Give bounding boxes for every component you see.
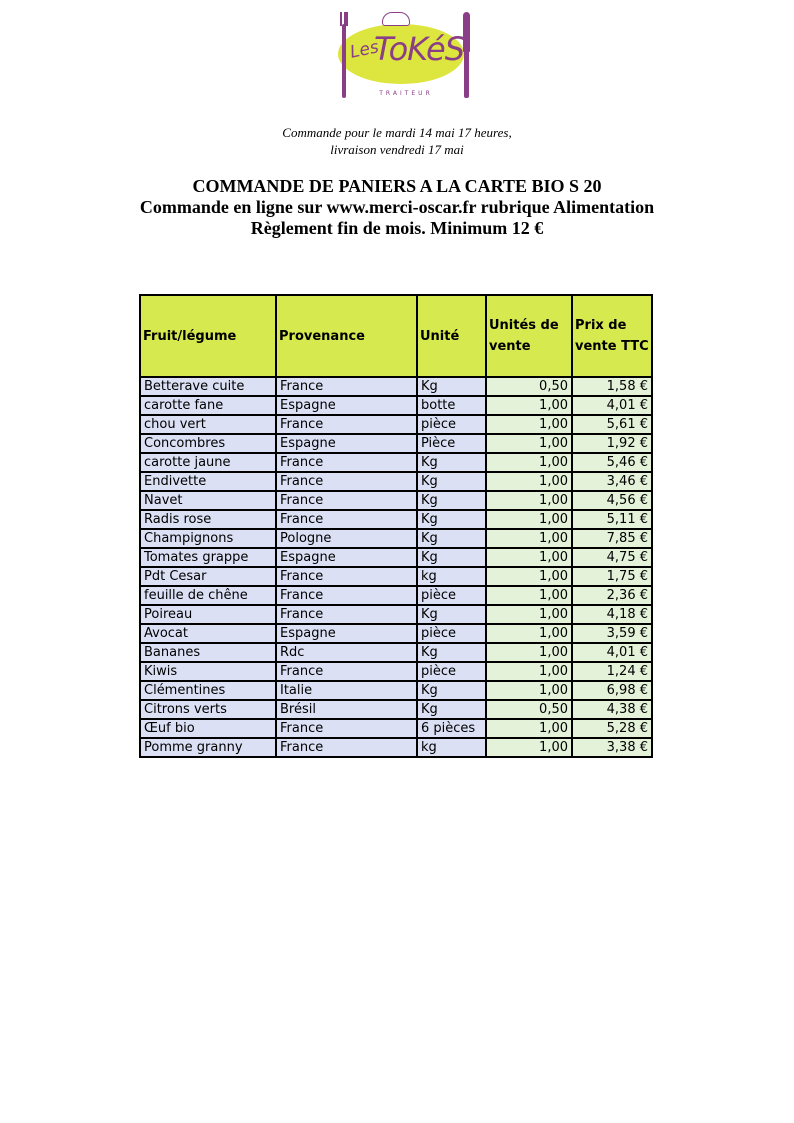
cell-unit: Kg bbox=[417, 700, 486, 719]
cell-price: 3,59 € bbox=[572, 624, 652, 643]
cell-sale-units: 1,00 bbox=[486, 434, 572, 453]
cell-price: 4,01 € bbox=[572, 643, 652, 662]
cell-price: 5,28 € bbox=[572, 719, 652, 738]
column-header-sale-units: Unités de vente bbox=[486, 295, 572, 377]
chef-hat-icon bbox=[382, 10, 410, 28]
cell-unit: Kg bbox=[417, 491, 486, 510]
cell-product: Avocat bbox=[140, 624, 276, 643]
order-table bbox=[139, 294, 653, 758]
cell-origin: France bbox=[276, 738, 417, 757]
cell-product: Citrons verts bbox=[140, 700, 276, 719]
cell-price: 1,24 € bbox=[572, 662, 652, 681]
cell-unit: 6 pièces bbox=[417, 719, 486, 738]
cell-sale-units: 1,00 bbox=[486, 662, 572, 681]
table-row bbox=[140, 453, 652, 472]
cell-sale-units: 1,00 bbox=[486, 491, 572, 510]
order-date-line: Commande pour le mardi 14 mai 17 heures, bbox=[282, 125, 512, 140]
online-order-line: Commande en ligne sur www.merci-oscar.fr rubrique Alimentation bbox=[139, 197, 655, 217]
table-row bbox=[140, 548, 652, 567]
cell-sale-units: 1,00 bbox=[486, 643, 572, 662]
table-row bbox=[140, 434, 652, 453]
table-row bbox=[140, 719, 652, 738]
cell-unit: Kg bbox=[417, 472, 486, 491]
column-header-unit: Unité bbox=[417, 295, 486, 377]
cell-origin: Rdc bbox=[276, 643, 417, 662]
cell-product: Pdt Cesar bbox=[140, 567, 276, 586]
table-row bbox=[140, 396, 652, 415]
cell-origin: France bbox=[276, 719, 417, 738]
cell-product: Champignons bbox=[140, 529, 276, 548]
cell-origin: France bbox=[276, 567, 417, 586]
table-row bbox=[140, 738, 652, 757]
cell-origin: Espagne bbox=[276, 396, 417, 415]
cell-origin: France bbox=[276, 662, 417, 681]
table-body bbox=[140, 377, 652, 757]
cell-product: Betterave cuite bbox=[140, 377, 276, 396]
cell-unit: Kg bbox=[417, 643, 486, 662]
cell-sale-units: 0,50 bbox=[486, 377, 572, 396]
column-header-price: Prix de vente TTC bbox=[572, 295, 652, 377]
cell-sale-units: 1,00 bbox=[486, 567, 572, 586]
cell-sale-units: 1,00 bbox=[486, 624, 572, 643]
cell-price: 1,58 € bbox=[572, 377, 652, 396]
table-header-row bbox=[140, 295, 652, 377]
fork-icon bbox=[340, 12, 348, 98]
table-row bbox=[140, 415, 652, 434]
cell-price: 5,11 € bbox=[572, 510, 652, 529]
cell-sale-units: 1,00 bbox=[486, 529, 572, 548]
cell-sale-units: 1,00 bbox=[486, 453, 572, 472]
cell-origin: France bbox=[276, 605, 417, 624]
cell-price: 4,18 € bbox=[572, 605, 652, 624]
cell-origin: France bbox=[276, 472, 417, 491]
cell-price: 5,46 € bbox=[572, 453, 652, 472]
cell-price: 5,61 € bbox=[572, 415, 652, 434]
table-row bbox=[140, 643, 652, 662]
cell-product: Radis rose bbox=[140, 510, 276, 529]
table-row bbox=[140, 605, 652, 624]
cell-unit: Kg bbox=[417, 510, 486, 529]
cell-unit: botte bbox=[417, 396, 486, 415]
table-row bbox=[140, 491, 652, 510]
table-row bbox=[140, 662, 652, 681]
cell-origin: France bbox=[276, 510, 417, 529]
page-title: COMMANDE DE PANIERS A LA CARTE BIO S 20 bbox=[192, 176, 602, 196]
les-tokes-logo bbox=[330, 4, 465, 106]
cell-sale-units: 1,00 bbox=[486, 548, 572, 567]
cell-price: 2,36 € bbox=[572, 586, 652, 605]
cell-unit: Pièce bbox=[417, 434, 486, 453]
cell-sale-units: 1,00 bbox=[486, 738, 572, 757]
logo-name-text: ToKéS bbox=[374, 30, 465, 68]
cell-price: 1,92 € bbox=[572, 434, 652, 453]
cell-unit: Kg bbox=[417, 548, 486, 567]
cell-product: Kiwis bbox=[140, 662, 276, 681]
cell-product: Concombres bbox=[140, 434, 276, 453]
cell-price: 4,38 € bbox=[572, 700, 652, 719]
cell-price: 1,75 € bbox=[572, 567, 652, 586]
cell-product: Bananes bbox=[140, 643, 276, 662]
cell-product: Tomates grappe bbox=[140, 548, 276, 567]
table-row bbox=[140, 472, 652, 491]
cell-origin: France bbox=[276, 586, 417, 605]
cell-product: Endivette bbox=[140, 472, 276, 491]
delivery-date-line: livraison vendredi 17 mai bbox=[330, 142, 464, 157]
cell-sale-units: 1,00 bbox=[486, 415, 572, 434]
cell-sale-units: 1,00 bbox=[486, 396, 572, 415]
cell-product: Pomme granny bbox=[140, 738, 276, 757]
cell-sale-units: 1,00 bbox=[486, 586, 572, 605]
cell-origin: France bbox=[276, 491, 417, 510]
cell-unit: Kg bbox=[417, 529, 486, 548]
cell-unit: pièce bbox=[417, 415, 486, 434]
cell-product: Œuf bio bbox=[140, 719, 276, 738]
cell-price: 4,75 € bbox=[572, 548, 652, 567]
cell-product: feuille de chêne bbox=[140, 586, 276, 605]
table-row bbox=[140, 529, 652, 548]
cell-unit: Kg bbox=[417, 605, 486, 624]
cell-sale-units: 1,00 bbox=[486, 719, 572, 738]
cell-origin: Espagne bbox=[276, 548, 417, 567]
cell-product: chou vert bbox=[140, 415, 276, 434]
cell-unit: pièce bbox=[417, 624, 486, 643]
logo-les-text: Les bbox=[348, 37, 381, 63]
cell-price: 6,98 € bbox=[572, 681, 652, 700]
column-header-origin: Provenance bbox=[276, 295, 417, 377]
table-row bbox=[140, 567, 652, 586]
cell-sale-units: 0,50 bbox=[486, 700, 572, 719]
cell-product: carotte jaune bbox=[140, 453, 276, 472]
cell-origin: Brésil bbox=[276, 700, 417, 719]
cell-price: 3,46 € bbox=[572, 472, 652, 491]
cell-origin: France bbox=[276, 377, 417, 396]
cell-sale-units: 1,00 bbox=[486, 510, 572, 529]
cell-origin: France bbox=[276, 453, 417, 472]
cell-price: 4,01 € bbox=[572, 396, 652, 415]
cell-price: 4,56 € bbox=[572, 491, 652, 510]
knife-icon bbox=[463, 12, 470, 98]
logo-tagline: TRAITEUR bbox=[379, 90, 433, 97]
column-header-product: Fruit/légume bbox=[140, 295, 276, 377]
cell-unit: kg bbox=[417, 738, 486, 757]
cell-price: 3,38 € bbox=[572, 738, 652, 757]
table-row bbox=[140, 377, 652, 396]
cell-sale-units: 1,00 bbox=[486, 605, 572, 624]
cell-unit: Kg bbox=[417, 377, 486, 396]
cell-sale-units: 1,00 bbox=[486, 681, 572, 700]
table-row bbox=[140, 700, 652, 719]
cell-sale-units: 1,00 bbox=[486, 472, 572, 491]
cell-product: Poireau bbox=[140, 605, 276, 624]
cell-unit: Kg bbox=[417, 681, 486, 700]
cell-unit: kg bbox=[417, 567, 486, 586]
cell-price: 7,85 € bbox=[572, 529, 652, 548]
cell-unit: pièce bbox=[417, 662, 486, 681]
table-row bbox=[140, 586, 652, 605]
cell-origin: France bbox=[276, 415, 417, 434]
cell-origin: Pologne bbox=[276, 529, 417, 548]
cell-product: Clémentines bbox=[140, 681, 276, 700]
cell-unit: Kg bbox=[417, 453, 486, 472]
cell-origin: Italie bbox=[276, 681, 417, 700]
cell-product: Navet bbox=[140, 491, 276, 510]
cell-product: carotte fane bbox=[140, 396, 276, 415]
payment-terms-line: Règlement fin de mois. Minimum 12 € bbox=[250, 218, 544, 238]
table-row bbox=[140, 624, 652, 643]
cell-origin: Espagne bbox=[276, 624, 417, 643]
table-row bbox=[140, 510, 652, 529]
cell-unit: pièce bbox=[417, 586, 486, 605]
table-row bbox=[140, 681, 652, 700]
cell-origin: Espagne bbox=[276, 434, 417, 453]
